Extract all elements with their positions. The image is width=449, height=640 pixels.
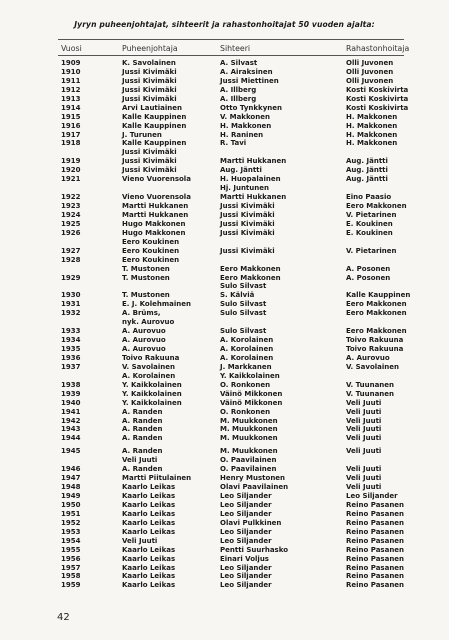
secretary-cell: A. Korolainen: [220, 345, 274, 353]
treasurer-cell: Eero Makkonen: [346, 327, 407, 336]
table-row: [0, 282, 449, 291]
year-cell: 1957: [61, 563, 81, 572]
year-cell: 1943: [61, 425, 81, 434]
secretary-cell: Sulo Silvast: [220, 327, 267, 336]
secretary-cell: M. Muukkonen: [220, 434, 278, 443]
year-cell: 1922: [61, 193, 81, 202]
treasurer-cell: Kosti Koskivirta: [346, 103, 409, 112]
chairman-cell: Kaarlo Leikas: [122, 492, 176, 500]
table-row: [0, 157, 449, 166]
year-cell: 1918: [61, 139, 81, 148]
chairman-cell: Arvi Lautiainen: [122, 103, 183, 112]
year-cell: 1937: [61, 362, 81, 371]
secretary-cell: H. Huopalainen: [220, 175, 281, 184]
table-row: [0, 555, 449, 564]
table-row: [0, 86, 449, 95]
chairman-cell: Hugo Makkonen: [122, 228, 186, 237]
year-cell: 1928: [61, 255, 81, 264]
chairman-cell: E. J. Kolehmainen: [122, 300, 191, 309]
secretary-cell: O. Paavilainen: [220, 456, 277, 465]
chairman-cell: Veli Juuti: [122, 536, 158, 545]
chairman-cell: A. Randen: [122, 407, 163, 416]
table-row: [0, 122, 449, 131]
secretary-cell: H. Raninen: [220, 130, 264, 139]
chairman-cell: A. Aurovuo: [122, 327, 166, 336]
secretary-cell: A. Korolainen: [220, 336, 274, 345]
year-cell: 1953: [61, 527, 81, 536]
chairman-cell: A. Randen: [122, 447, 163, 456]
treasurer-cell: Reino Pasanen: [346, 581, 405, 590]
treasurer-cell: Aug. Jäntti: [346, 157, 388, 166]
chairman-cell: Kaarlo Leikas: [122, 527, 176, 536]
officers-table: [0, 59, 449, 590]
year-cell: 1944: [61, 434, 81, 443]
year-cell: 1925: [61, 219, 81, 228]
treasurer-cell: Veli Juuti: [346, 398, 382, 407]
chairman-cell: Jussi Kivimäki: [122, 85, 177, 94]
chairman-cell: A. Randen: [122, 425, 163, 434]
secretary-cell: Henry Mustonen: [220, 474, 286, 483]
year-cell: 1912: [61, 85, 81, 94]
secretary-cell: Martti Hukkanen: [220, 157, 287, 166]
chairman-cell: Jussi Kivimäki: [122, 94, 177, 103]
year-cell: 1919: [61, 157, 81, 166]
year-cell: 1924: [61, 210, 81, 219]
year-cell: 1938: [61, 380, 81, 389]
column-header-treasurer: Rahastonhoitaja: [346, 44, 410, 53]
chairman-cell: nyk. Aurovuo: [122, 318, 175, 327]
chairman-cell: Toivo Rakuuna: [122, 353, 180, 362]
secretary-cell: M. Muukkonen: [220, 447, 278, 456]
table-row: [0, 417, 449, 426]
year-cell: 1942: [61, 416, 81, 425]
treasurer-cell: V. Savolainen: [346, 362, 399, 371]
treasurer-cell: E. Koukinen: [346, 219, 393, 228]
secretary-cell: Sulo Silvast: [220, 282, 267, 291]
treasurer-cell: V. Pietarinen: [346, 210, 397, 219]
treasurer-cell: V. Tuunanen: [346, 389, 395, 398]
year-cell: 1932: [61, 309, 81, 318]
table-row: [0, 193, 449, 202]
chairman-cell: Jussi Kivimäki: [122, 76, 177, 85]
table-row: [0, 238, 449, 247]
treasurer-cell: Kosti Koskivirta: [346, 94, 409, 103]
column-header-year: Vuosi: [61, 44, 82, 53]
table-row: [0, 77, 449, 86]
treasurer-cell: Veli Juuti: [346, 425, 382, 434]
table-row: [0, 465, 449, 474]
treasurer-cell: Reino Pasanen: [346, 536, 405, 545]
chairman-cell: Y. Kaikkolainen: [122, 389, 182, 398]
chairman-cell: Kaarlo Leikas: [122, 581, 176, 590]
chairman-cell: A. Randen: [122, 465, 163, 474]
chairman-cell: A. Randen: [122, 434, 163, 443]
chairman-cell: Martti Hukkanen: [122, 210, 189, 219]
table-row: [0, 104, 449, 113]
secretary-cell: Leo Siljander: [220, 509, 272, 518]
treasurer-cell: H. Makkonen: [346, 112, 398, 121]
secretary-cell: Leo Siljander: [220, 492, 272, 500]
treasurer-cell: Reino Pasanen: [346, 518, 405, 527]
year-cell: 1929: [61, 273, 81, 282]
year-cell: 1946: [61, 465, 81, 474]
table-row: [0, 564, 449, 573]
secretary-cell: M. Muukkonen: [220, 425, 278, 434]
year-cell: 1917: [61, 130, 81, 139]
secretary-cell: Hj. Juntunen: [220, 184, 269, 193]
year-cell: 1911: [61, 76, 81, 85]
table-row: [0, 456, 449, 465]
secretary-cell: Jussi Kivimäki: [220, 246, 275, 255]
secretary-cell: O. Ronkonen: [220, 407, 271, 416]
chairman-cell: Martti Piitulainen: [122, 474, 192, 483]
table-row: [0, 175, 449, 184]
table-row: [0, 247, 449, 256]
table-row: [0, 537, 449, 546]
chairman-cell: Kaarlo Leikas: [122, 563, 176, 572]
secretary-cell: R. Tavi: [220, 139, 247, 148]
secretary-cell: H. Makkonen: [220, 121, 272, 130]
table-row: [0, 202, 449, 211]
table-row: [0, 318, 449, 327]
table-row: [0, 363, 449, 372]
treasurer-cell: Veli Juuti: [346, 474, 382, 483]
chairman-cell: Kaarlo Leikas: [122, 483, 176, 492]
table-row: [0, 447, 449, 456]
document-title: Jyryn puheenjohtajat, sihteerit ja rahastonhoitajat 50 vuoden ajalta:: [74, 20, 375, 29]
year-cell: 1923: [61, 202, 81, 210]
treasurer-cell: Toivo Rakuuna: [346, 336, 404, 345]
table-row: [0, 256, 449, 265]
treasurer-cell: A. Posonen: [346, 264, 391, 273]
chairman-cell: T. Mustonen: [122, 264, 170, 273]
treasurer-cell: Veli Juuti: [346, 483, 382, 492]
table-row: [0, 425, 449, 434]
treasurer-cell: Reino Pasanen: [346, 527, 405, 536]
secretary-cell: Väinö Mikkonen: [220, 398, 283, 407]
chairman-cell: T. Mustonen: [122, 291, 170, 300]
chairman-cell: Kaarlo Leikas: [122, 500, 176, 509]
chairman-cell: A. Aurovuo: [122, 336, 166, 345]
secretary-cell: J. Markkanen: [220, 362, 272, 371]
table-row: [0, 519, 449, 528]
chairman-cell: T. Mustonen: [122, 273, 170, 282]
table-row: [0, 345, 449, 354]
table-row: [0, 399, 449, 408]
chairman-cell: A. Aurovuo: [122, 345, 166, 353]
table-row: [0, 309, 449, 318]
table-row: [0, 229, 449, 238]
year-cell: 1934: [61, 336, 81, 345]
header-bottom-rule: [58, 55, 404, 56]
secretary-cell: Pentti Suurhasko: [220, 545, 289, 554]
column-header-chairman: Puheenjohtaja: [122, 44, 178, 53]
table-row: [0, 474, 449, 483]
chairman-cell: K. Savolainen: [122, 59, 176, 67]
secretary-cell: Y. Kaikkolainen: [220, 371, 280, 380]
secretary-cell: Martti Hukkanen: [220, 193, 287, 202]
table-row: [0, 265, 449, 274]
table-row: [0, 483, 449, 492]
table-row: [0, 434, 449, 443]
chairman-cell: Kaarlo Leikas: [122, 572, 176, 581]
treasurer-cell: Eino Paasio: [346, 193, 392, 202]
year-cell: 1909: [61, 59, 81, 67]
chairman-cell: Martti Hukkanen: [122, 202, 189, 210]
secretary-cell: M. Muukkonen: [220, 416, 278, 425]
secretary-cell: Leo Siljander: [220, 500, 272, 509]
year-cell: 1913: [61, 94, 81, 103]
year-cell: 1945: [61, 447, 81, 456]
table-row: [0, 131, 449, 140]
table-row: [0, 492, 449, 501]
year-cell: 1935: [61, 345, 81, 353]
year-cell: 1959: [61, 581, 81, 590]
table-row: [0, 336, 449, 345]
chairman-cell: Jussi Kivimäki: [122, 166, 177, 175]
year-cell: 1956: [61, 554, 81, 563]
treasurer-cell: H. Makkonen: [346, 121, 398, 130]
treasurer-cell: Eero Makkonen: [346, 309, 407, 318]
chairman-cell: Vieno Vuorensola: [122, 193, 191, 202]
chairman-cell: Hugo Makkonen: [122, 219, 186, 228]
year-cell: 1949: [61, 492, 81, 500]
secretary-cell: Sulo Silvast: [220, 300, 267, 309]
treasurer-cell: Veli Juuti: [346, 447, 382, 456]
treasurer-cell: Olli Juvonen: [346, 67, 394, 76]
secretary-cell: V. Makkonen: [220, 112, 270, 121]
secretary-cell: A. Silvast: [220, 59, 258, 67]
table-row: [0, 274, 449, 283]
table-row: [0, 528, 449, 537]
secretary-cell: Leo Siljander: [220, 581, 272, 590]
secretary-cell: Jussi Kivimäki: [220, 210, 275, 219]
column-header-secretary: Sihteeri: [220, 44, 251, 53]
table-row: [0, 546, 449, 555]
secretary-cell: Einari Voljus: [220, 554, 269, 563]
table-row: [0, 59, 449, 68]
table-row: [0, 572, 449, 581]
chairman-cell: V. Savolainen: [122, 362, 175, 371]
table-row: [0, 139, 449, 148]
year-cell: 1910: [61, 67, 81, 76]
secretary-cell: Eero Makkonen: [220, 264, 281, 273]
year-cell: 1958: [61, 572, 81, 581]
treasurer-cell: Olli Juvonen: [346, 59, 394, 67]
year-cell: 1916: [61, 121, 81, 130]
table-row: [0, 68, 449, 77]
secretary-cell: A. Illberg: [220, 85, 257, 94]
chairman-cell: Vieno Vuorensola: [122, 175, 191, 184]
chairman-cell: Eero Koukinen: [122, 237, 180, 246]
secretary-cell: Eero Makkonen: [220, 273, 281, 282]
table-row: [0, 148, 449, 157]
year-cell: 1915: [61, 112, 81, 121]
table-row: [0, 166, 449, 175]
secretary-cell: O. Paavilainen: [220, 465, 277, 474]
secretary-cell: A. Korolainen: [220, 353, 274, 362]
secretary-cell: Leo Siljander: [220, 536, 272, 545]
treasurer-cell: Aug. Jäntti: [346, 166, 388, 175]
treasurer-cell: Reino Pasanen: [346, 572, 405, 581]
treasurer-cell: Eero Makkonen: [346, 300, 407, 309]
table-row: [0, 581, 449, 590]
secretary-cell: Leo Siljander: [220, 527, 272, 536]
secretary-cell: Jussi Miettinen: [220, 76, 279, 85]
table-row: [0, 184, 449, 193]
table-row: [0, 300, 449, 309]
treasurer-cell: Kosti Koskivirta: [346, 85, 409, 94]
table-row: [0, 501, 449, 510]
chairman-cell: A. Randen: [122, 416, 163, 425]
year-cell: 1914: [61, 103, 81, 112]
chairman-cell: Jussi Kivimäki: [122, 157, 177, 166]
chairman-cell: Kaarlo Leikas: [122, 554, 176, 563]
treasurer-cell: H. Makkonen: [346, 139, 398, 148]
year-cell: 1954: [61, 536, 81, 545]
table-row: [0, 390, 449, 399]
year-cell: 1955: [61, 545, 81, 554]
year-cell: 1930: [61, 291, 81, 300]
treasurer-cell: V. Tuunanen: [346, 380, 395, 389]
chairman-cell: Veli Juuti: [122, 456, 158, 465]
chairman-cell: Eero Koukinen: [122, 246, 180, 255]
treasurer-cell: Veli Juuti: [346, 416, 382, 425]
treasurer-cell: Veli Juuti: [346, 465, 382, 474]
treasurer-cell: Leo Siljander: [346, 492, 398, 500]
secretary-cell: Väinö Mikkonen: [220, 389, 283, 398]
secretary-cell: Leo Siljander: [220, 563, 272, 572]
year-cell: 1952: [61, 518, 81, 527]
secretary-cell: Jussi Kivimäki: [220, 219, 275, 228]
treasurer-cell: H. Makkonen: [346, 130, 398, 139]
treasurer-cell: Reino Pasanen: [346, 545, 405, 554]
year-cell: 1948: [61, 483, 81, 492]
chairman-cell: Kaarlo Leikas: [122, 518, 176, 527]
table-row: [0, 372, 449, 381]
secretary-cell: Olavi Paavilainen: [220, 483, 289, 492]
header-top-rule: [58, 39, 404, 40]
year-cell: 1931: [61, 300, 81, 309]
chairman-cell: A. Korolainen: [122, 371, 176, 380]
treasurer-cell: A. Aurovuo: [346, 353, 390, 362]
table-row: [0, 354, 449, 363]
year-cell: 1921: [61, 175, 81, 184]
treasurer-cell: Veli Juuti: [346, 434, 382, 443]
treasurer-cell: Eero Makkonen: [346, 202, 407, 210]
treasurer-cell: Kalle Kauppinen: [346, 291, 411, 300]
table-row: [0, 95, 449, 104]
treasurer-cell: Reino Pasanen: [346, 500, 405, 509]
secretary-cell: Leo Siljander: [220, 572, 272, 581]
treasurer-cell: V. Pietarinen: [346, 246, 397, 255]
treasurer-cell: Reino Pasanen: [346, 554, 405, 563]
treasurer-cell: Toivo Rakuuna: [346, 345, 404, 353]
table-row: [0, 211, 449, 220]
treasurer-cell: E. Koukinen: [346, 228, 393, 237]
page-number: 42: [57, 612, 70, 623]
table-row: [0, 381, 449, 390]
secretary-cell: Aug. Jäntti: [220, 166, 262, 175]
chairman-cell: Jussi Kivimäki: [122, 148, 177, 157]
table-row: [0, 510, 449, 519]
year-cell: 1936: [61, 353, 81, 362]
chairman-cell: J. Turunen: [122, 130, 162, 139]
year-cell: 1950: [61, 500, 81, 509]
table-row: [0, 220, 449, 229]
secretary-cell: O. Ronkonen: [220, 380, 271, 389]
secretary-cell: Olavi Pulkkinen: [220, 518, 282, 527]
chairman-cell: Kaarlo Leikas: [122, 509, 176, 518]
chairman-cell: Kaarlo Leikas: [122, 545, 176, 554]
year-cell: 1941: [61, 407, 81, 416]
secretary-cell: Jussi Kivimäki: [220, 202, 275, 210]
table-row: [0, 327, 449, 336]
chairman-cell: Kalle Kauppinen: [122, 112, 187, 121]
year-cell: 1920: [61, 166, 81, 175]
chairman-cell: Y. Kaikkolainen: [122, 380, 182, 389]
year-cell: 1951: [61, 509, 81, 518]
treasurer-cell: Veli Juuti: [346, 407, 382, 416]
year-cell: 1947: [61, 474, 81, 483]
chairman-cell: Y. Kaikkolainen: [122, 398, 182, 407]
year-cell: 1926: [61, 228, 81, 237]
chairman-cell: Jussi Kivimäki: [122, 67, 177, 76]
secretary-cell: Jussi Kivimäki: [220, 228, 275, 237]
treasurer-cell: Olli Juvonen: [346, 76, 394, 85]
year-cell: 1927: [61, 246, 81, 255]
chairman-cell: Eero Koukinen: [122, 255, 180, 264]
secretary-cell: S. Kälviä: [220, 291, 255, 300]
chairman-cell: Kalle Kauppinen: [122, 121, 187, 130]
treasurer-cell: A. Posonen: [346, 273, 391, 282]
table-row: [0, 291, 449, 300]
secretary-cell: A. Illberg: [220, 94, 257, 103]
table-row: [0, 408, 449, 417]
year-cell: 1939: [61, 389, 81, 398]
secretary-cell: Otto Tynkkynen: [220, 103, 282, 112]
chairman-cell: Kalle Kauppinen: [122, 139, 187, 148]
treasurer-cell: Reino Pasanen: [346, 509, 405, 518]
secretary-cell: Sulo Silvast: [220, 309, 267, 318]
year-cell: 1940: [61, 398, 81, 407]
treasurer-cell: Reino Pasanen: [346, 563, 405, 572]
secretary-cell: A. Airaksinen: [220, 67, 273, 76]
table-row: [0, 113, 449, 122]
chairman-cell: A. Brüms,: [122, 309, 161, 318]
treasurer-cell: Aug. Jäntti: [346, 175, 388, 184]
year-cell: 1933: [61, 327, 81, 336]
